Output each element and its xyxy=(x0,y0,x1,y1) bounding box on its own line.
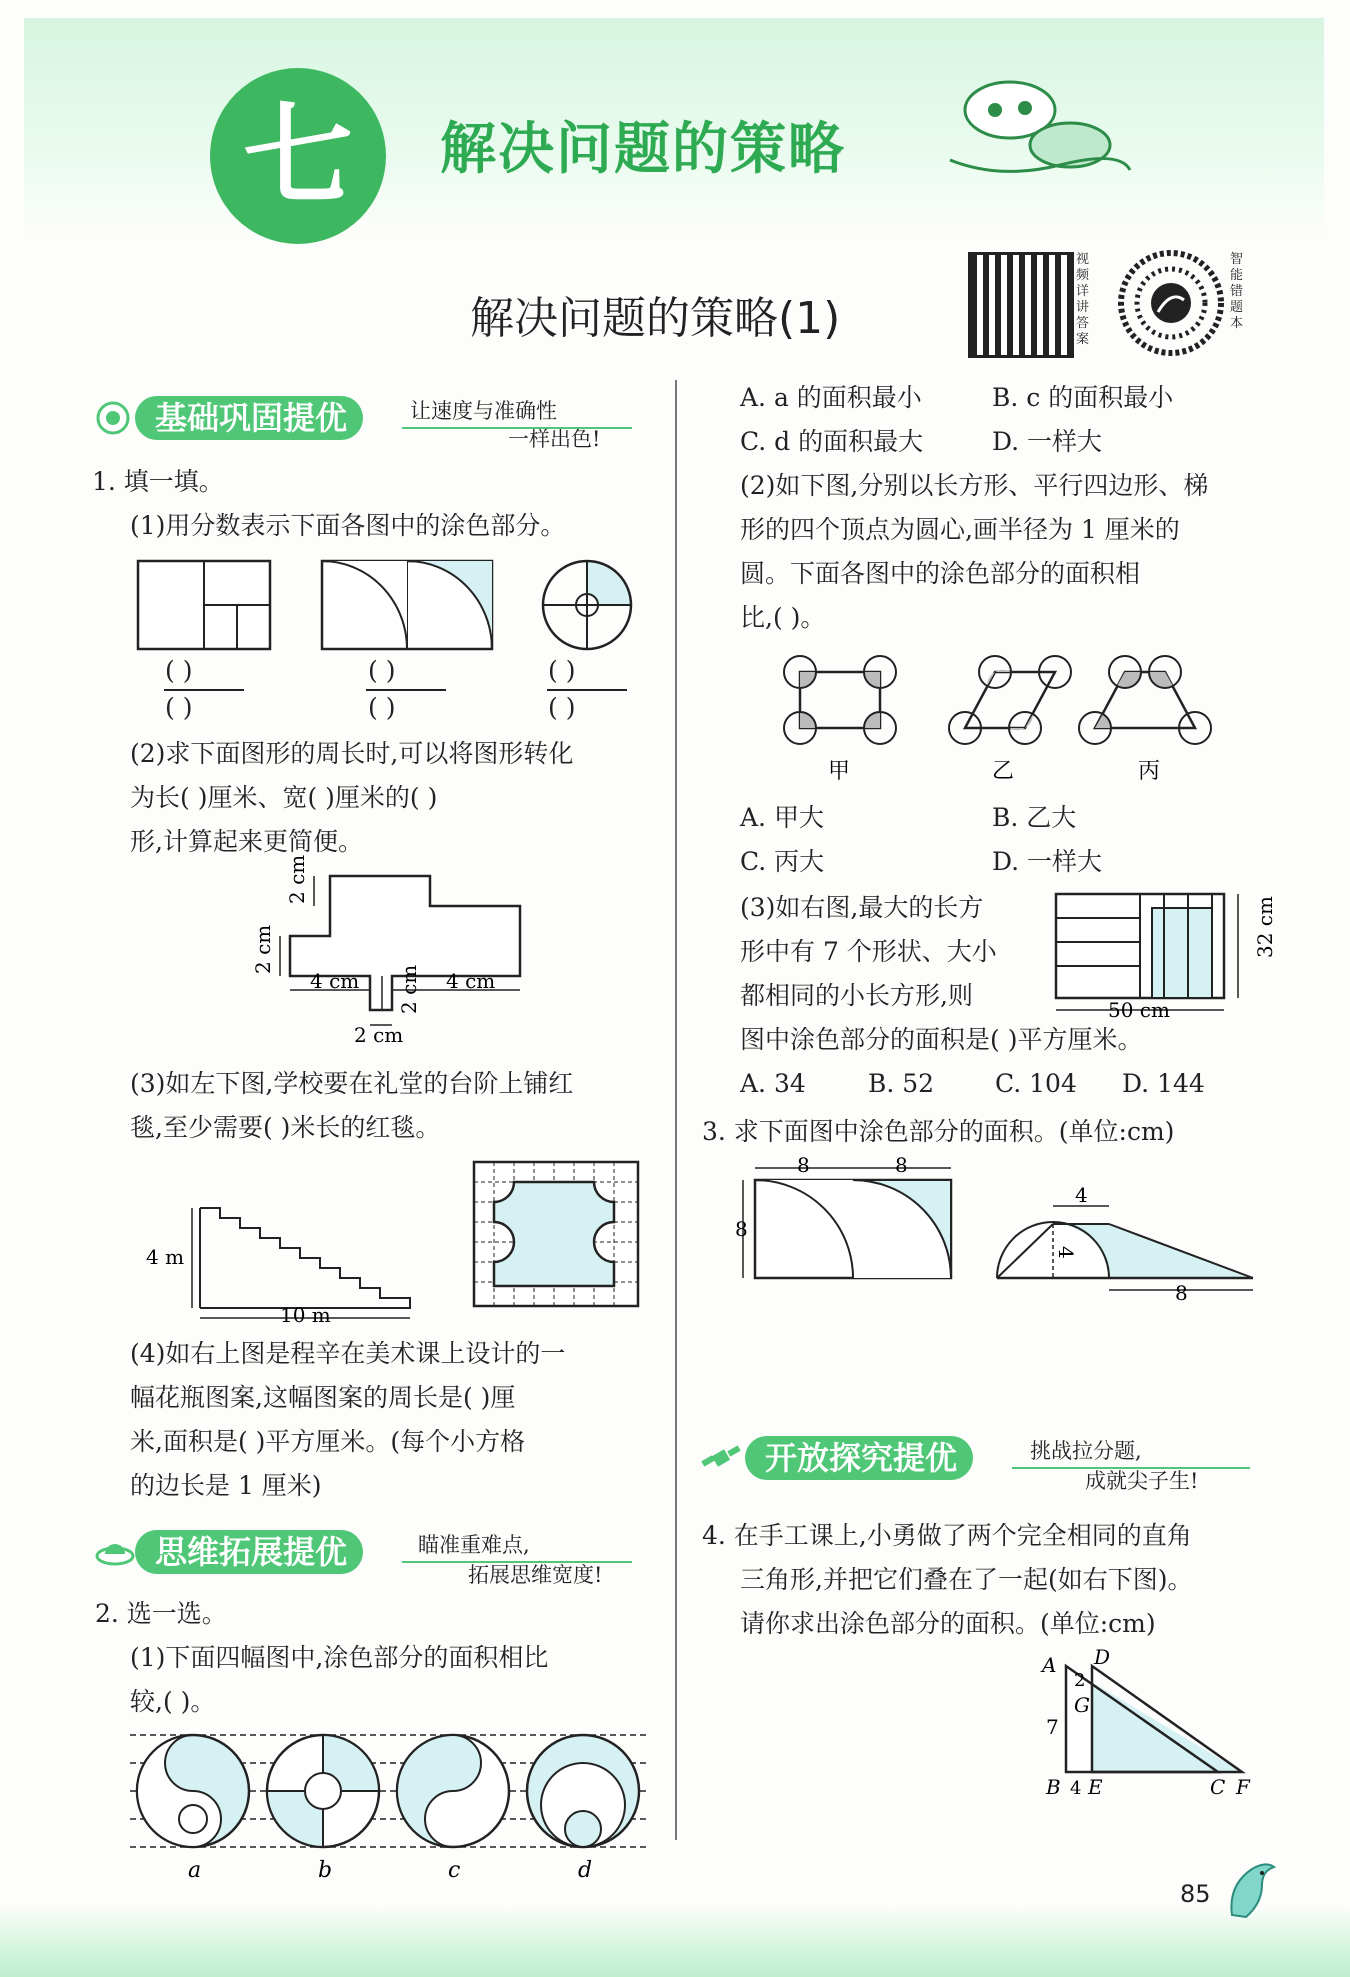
perim-label-b: 2 cm xyxy=(251,924,275,974)
q2-part1-line2: 较,( )。 xyxy=(130,1687,216,1716)
q2-p3-option-b[interactable]: B. 52 xyxy=(868,1069,935,1098)
q1-frac3-den[interactable]: ( ) xyxy=(548,693,576,722)
q2-circle-figures xyxy=(130,1725,650,1885)
section-thinking-title: 思维拓展提优 xyxy=(135,1530,363,1574)
section-thinking-slogan-2: 拓展思维宽度! xyxy=(468,1563,603,1587)
q2-p1-option-b[interactable]: B. c 的面积最小 xyxy=(992,383,1174,412)
q1-part2-line3: 形,计算起来更简便。 xyxy=(130,827,363,856)
q2-part3-line3: 都相同的小长方形,则 xyxy=(740,981,973,1010)
q4-label-A: A xyxy=(1042,1653,1057,1677)
q1-part2-line2: 为长( )厘米、宽( )厘米的( ) xyxy=(130,783,438,812)
q2-title: 2. 选一选。 xyxy=(95,1599,227,1628)
q4-line3: 请你求出涂色部分的面积。(单位:cm) xyxy=(740,1609,1156,1638)
q1-part4-line4: 的边长是 1 厘米) xyxy=(130,1471,322,1500)
q1-perimeter-figure xyxy=(250,854,530,1047)
satellite-icon xyxy=(700,1440,742,1476)
section-basic-title: 基础巩固提优 xyxy=(135,396,363,440)
figure-jia-rectangle xyxy=(784,656,896,744)
q4-label-D: D xyxy=(1094,1645,1111,1669)
shape-label-yi: 乙 xyxy=(992,759,1015,784)
q2-part3-line2: 形中有 7 个形状、大小 xyxy=(740,937,997,966)
perim-label-f: 2 cm xyxy=(354,1023,404,1047)
section-thinking-slogan-1: 瞄准重难点, xyxy=(418,1533,530,1557)
circle-label-c: c xyxy=(448,1858,461,1883)
qr-wrong-label: 智能错题本 xyxy=(1230,252,1244,331)
perim-label-c: 4 cm xyxy=(310,969,360,993)
stairs-width-label: 10 m xyxy=(280,1303,331,1327)
circle-label-b: b xyxy=(318,1858,333,1883)
perim-label-a: 2 cm xyxy=(285,854,309,904)
circle-figure-d xyxy=(527,1735,639,1847)
unit-number-badge: 七 xyxy=(210,68,386,244)
q2-part2-line1: (2)如下图,分别以长方形、平行四边形、梯 xyxy=(740,471,1209,500)
fraction-figure-square xyxy=(138,561,270,649)
section-open-slogan-1: 挑战拉分题, xyxy=(1030,1439,1142,1463)
shape-label-jia: 甲 xyxy=(828,759,851,784)
section-basic-rule xyxy=(402,426,634,430)
decor-illustration xyxy=(940,70,1140,180)
q1-part1: (1)用分数表示下面各图中的涂色部分。 xyxy=(130,511,566,540)
q2-part2-line3: 圆。下面各图中的涂色部分的面积相 xyxy=(740,559,1141,588)
footer-band xyxy=(0,1905,1350,1977)
q4-label-two: 2 xyxy=(1074,1670,1086,1691)
section-thinking-rule xyxy=(402,1560,634,1564)
q4-label-four: 4 xyxy=(1070,1778,1082,1799)
q4-line1: 4. 在手工课上,小勇做了两个完全相同的直角 xyxy=(702,1521,1192,1550)
section-open-title: 开放探究提优 xyxy=(745,1436,973,1480)
q1-title: 1. 填一填。 xyxy=(92,467,224,496)
q2-part3-line4: 图中涂色部分的面积是( )平方厘米。 xyxy=(740,1025,1143,1054)
q2-p1-option-c[interactable]: C. d 的面积最大 xyxy=(740,427,924,456)
dolphin-icon xyxy=(1222,1855,1282,1925)
q3-left-w2: 8 xyxy=(895,1153,908,1177)
q1-part4-line3: 米,面积是( )平方厘米。(每个小方格 xyxy=(130,1427,526,1456)
perim-label-d: 2 cm xyxy=(397,964,421,1014)
qr-code-video[interactable] xyxy=(968,252,1074,358)
circle-figure-b xyxy=(267,1735,379,1847)
q1-part4-line1: (4)如右上图是程辛在美术课上设计的一 xyxy=(130,1339,566,1368)
circle-label-a: a xyxy=(188,1858,202,1883)
q3-figure-right xyxy=(997,1183,1253,1305)
q1-frac3-num[interactable]: ( ) xyxy=(548,656,576,685)
q1-stairs-figure xyxy=(140,1200,430,1330)
figure-bing-trapezoid xyxy=(1079,656,1211,744)
fraction-figure-quarter-arcs xyxy=(322,561,492,649)
q3-right-top: 4 xyxy=(1075,1183,1088,1207)
shape-label-bing: 丙 xyxy=(1138,759,1161,784)
q2-part2-line2: 形的四个顶点为圆心,画半径为 1 厘米的 xyxy=(740,515,1180,544)
q1-part4-line2: 幅花瓶图案,这幅图案的周长是( )厘 xyxy=(130,1383,516,1412)
q1-frac1-num[interactable]: ( ) xyxy=(165,656,193,685)
q2-p2-option-a[interactable]: A. 甲大 xyxy=(740,803,824,832)
q2-p2-option-d[interactable]: D. 一样大 xyxy=(992,847,1103,876)
column-divider xyxy=(675,380,677,1840)
q4-triangles-figure xyxy=(1030,1645,1260,1810)
section-basic-slogan-2: 一样出色! xyxy=(508,427,601,451)
q1-part3-line2: 毯,至少需要( )米长的红毯。 xyxy=(130,1113,441,1142)
q2-p1-option-d[interactable]: D. 一样大 xyxy=(992,427,1103,456)
q3-right-mid: 4 xyxy=(1054,1246,1078,1259)
q1-frac2-den[interactable]: ( ) xyxy=(368,693,396,722)
q2-p2-option-c[interactable]: C. 丙大 xyxy=(740,847,825,876)
q2-p3-option-a[interactable]: A. 34 xyxy=(740,1069,806,1098)
q2-vertex-circle-figures xyxy=(770,650,1220,790)
figure-yi-parallelogram xyxy=(949,656,1071,744)
qr-code-wrong-book[interactable] xyxy=(1118,250,1224,356)
qr-video-label: 视频详讲答案 xyxy=(1076,252,1090,347)
section-open-rule xyxy=(1012,1466,1252,1470)
q2-part2-line4: 比,( )。 xyxy=(740,603,826,632)
q3-figure-left xyxy=(735,1153,951,1278)
perim-label-e: 4 cm xyxy=(446,969,496,993)
q2-p3-option-d[interactable]: D. 144 xyxy=(1122,1069,1205,1098)
q3-left-h: 8 xyxy=(735,1217,748,1241)
ufo-icon xyxy=(95,1534,135,1570)
q1-part3-line1: (3)如左下图,学校要在礼堂的台阶上铺红 xyxy=(130,1069,574,1098)
q1-frac1-den[interactable]: ( ) xyxy=(165,693,193,722)
q2-p3-option-c[interactable]: C. 104 xyxy=(995,1069,1077,1098)
target-icon xyxy=(95,400,131,436)
section-basic-slogan-1: 让速度与准确性 xyxy=(410,399,557,423)
q4-line2: 三角形,并把它们叠在了一起(如右下图)。 xyxy=(740,1565,1193,1594)
circle-label-d: d xyxy=(578,1858,593,1883)
q2-p2-option-b[interactable]: B. 乙大 xyxy=(992,803,1077,832)
q4-label-G: G xyxy=(1074,1693,1090,1717)
q1-part2-line1: (2)求下面图形的周长时,可以将图形转化 xyxy=(130,739,574,768)
q3-figures xyxy=(735,1153,1275,1305)
q4-label-B: B xyxy=(1046,1775,1061,1799)
q2-rectangles-figure xyxy=(1052,890,1277,1022)
q3-right-base: 8 xyxy=(1175,1281,1188,1305)
fraction-figure-circle xyxy=(543,561,631,649)
q2-p1-option-a[interactable]: A. a 的面积最小 xyxy=(740,383,922,412)
q4-label-seven: 7 xyxy=(1046,1715,1059,1739)
rect-height-label: 32 cm xyxy=(1253,896,1277,958)
lesson-title: 解决问题的策略(1) xyxy=(470,293,841,344)
circle-figure-a xyxy=(137,1735,249,1847)
q4-label-E: E xyxy=(1088,1775,1103,1799)
section-open-slogan-2: 成就尖子生! xyxy=(1085,1469,1199,1493)
q3-title: 3. 求下面图中涂色部分的面积。(单位:cm) xyxy=(702,1117,1175,1146)
q1-frac2-num[interactable]: ( ) xyxy=(368,656,396,685)
q4-label-F: F xyxy=(1236,1775,1250,1799)
rect-width-label: 50 cm xyxy=(1108,998,1170,1022)
stairs-height-label: 4 m xyxy=(146,1245,185,1269)
circle-figure-c xyxy=(397,1735,509,1847)
q4-label-C: C xyxy=(1210,1775,1226,1799)
page-number: 85 xyxy=(1180,1880,1211,1908)
q2-part1-line1: (1)下面四幅图中,涂色部分的面积相比 xyxy=(130,1643,549,1672)
q2-part3-line1: (3)如右图,最大的长方 xyxy=(740,893,984,922)
unit-title: 解决问题的策略 xyxy=(440,117,846,182)
q3-left-w1: 8 xyxy=(797,1153,810,1177)
q1-vase-figure xyxy=(472,1160,642,1310)
